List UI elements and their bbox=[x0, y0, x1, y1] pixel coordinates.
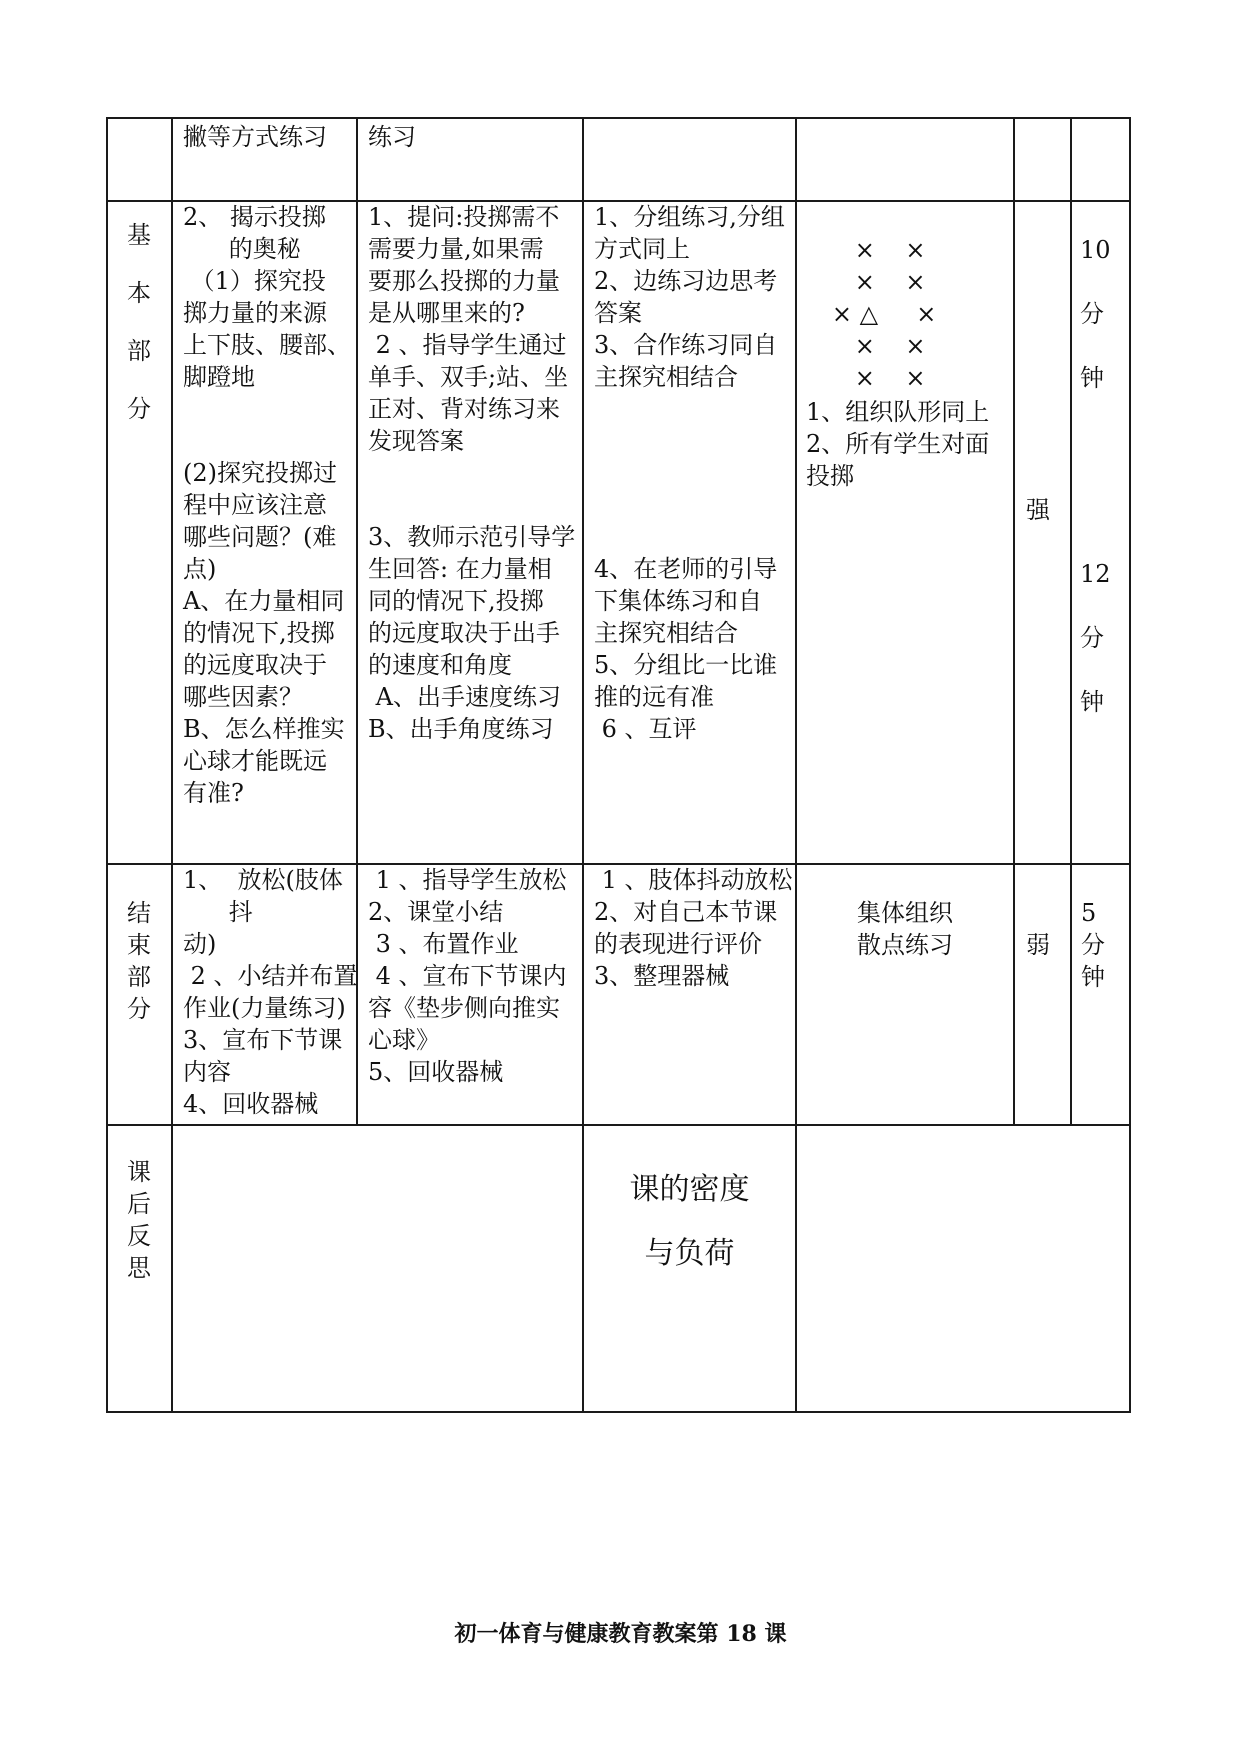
col-divider-6 bbox=[1070, 117, 1072, 1125]
density-load-label: 课的密度 与负荷 bbox=[629, 1172, 750, 1271]
col-divider-4 bbox=[795, 117, 797, 1413]
row-divider-3 bbox=[106, 1124, 1131, 1126]
ending-organization-cell: 集体组织 散点练习 bbox=[857, 899, 953, 959]
table-border-right bbox=[1129, 117, 1131, 1413]
basic-time-2: 12 分 钟 bbox=[1080, 560, 1111, 716]
basic-organization-cell: 1、组织队形同上 2、所有学生对面 投掷 bbox=[806, 398, 990, 490]
formation-diagram: × × × × × △ × × × × × bbox=[831, 236, 937, 392]
col-divider-5 bbox=[1013, 117, 1015, 1125]
top-row-teacher: 练习 bbox=[368, 123, 416, 151]
ending-time: 5 分 钟 bbox=[1081, 899, 1105, 991]
table-border-bottom bbox=[106, 1411, 1131, 1413]
top-row-content: 撇等方式练习 bbox=[183, 123, 327, 151]
basic-section-label: 基 本 部 分 bbox=[127, 221, 151, 423]
ending-teacher-cell: 1 、指导学生放松 2、课堂小结 3 、布置作业 4 、宣布下节课内 容《垫步侧向推实 心球》 5、回收器械 bbox=[368, 866, 567, 1086]
table-border-top bbox=[106, 117, 1131, 119]
reflection-section-label: 课 后 反 思 bbox=[127, 1158, 151, 1282]
basic-time-1: 10 分 钟 bbox=[1080, 236, 1111, 392]
col-divider-1 bbox=[171, 117, 173, 1413]
ending-section-label: 结 束 部 分 bbox=[127, 899, 151, 1023]
lesson-footer-title: 初一体育与健康教育教案第 18 课 bbox=[454, 1621, 787, 1647]
basic-student-cell: 1、分组练习,分组 方式同上 2、边练习边思考 答案 3、合作练习同自 主探究相结合 4、在老师的引导 下集体练习和自 主探究相结合 5、分组比一比谁 推的远有准 6 、互评 bbox=[594, 203, 785, 743]
basic-intensity: 强 bbox=[1026, 496, 1050, 524]
basic-teacher-cell: 1、提问:投掷需不 需要力量,如果需 要那么投掷的力量 是从哪里来的? 2 、指导学生通过 单手、双手;站、坐 正对、背对练习来 发现答案 3、教师示范引导学 生回答: 在力量相 同的情况下,投掷 的远度取决于出手 的速度和角度 A、出手速度练习 B、出手角度练习 bbox=[368, 203, 576, 743]
ending-content-cell: 1、 放松(肢体 抖 动) 2 、小结并布置 作业(力量练习) 3、宣布下节课 内容 4、回收器械 bbox=[183, 866, 358, 1118]
ending-intensity: 弱 bbox=[1026, 931, 1050, 959]
table-border-left bbox=[106, 117, 108, 1413]
ending-student-cell: 1 、肢体抖动放松 2、对自己本节课 的表现进行评价 3、整理器械 bbox=[594, 866, 793, 990]
basic-content-cell: 2、 揭示投掷 的奥秘 （1）探究投 掷力量的来源 上下肢、腰部、 脚蹬地 (2)探究投掷过 程中应该注意 哪些问题？(难 点) A、在力量相同 的情况下,投掷 的远度取决于 哪些因素？ B、怎么样推实 心球才能既远 有准? bbox=[183, 203, 351, 807]
